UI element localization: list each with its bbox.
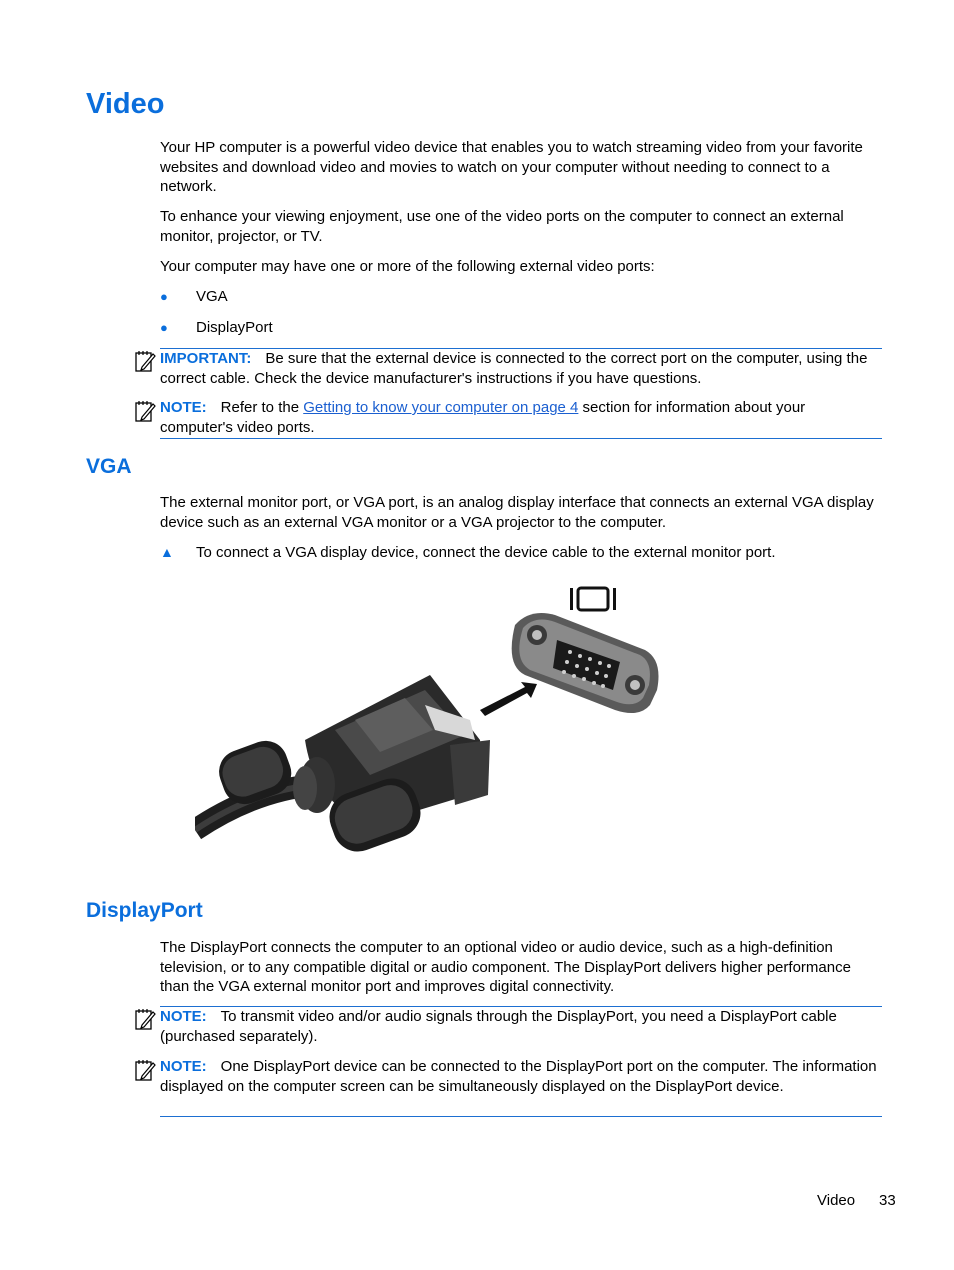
note-displayport-cable [160, 1006, 882, 1048]
intro-paragraph-2: To enhance your viewing enjoyment, use one of the video ports on the computer to connect an external monitor, projector, or TV. [160, 208, 844, 245]
page-title: Video [86, 88, 165, 120]
list-item-label: DisplayPort [196, 319, 273, 336]
list-item [160, 318, 882, 338]
note-text-before: Refer to the [220, 399, 304, 416]
note-bottom-rule [160, 1116, 882, 1117]
vga-port-icon [512, 613, 659, 713]
displayport-heading: DisplayPort [86, 899, 203, 922]
list-item [160, 287, 882, 307]
intro-paragraph-3: Your computer may have one or more of the following external video ports: [160, 258, 655, 275]
important-text: Be sure that the external device is connected to the correct port on the computer, using the correct cable. Check the device manufacturer's instructions if you have questions. [160, 350, 868, 387]
note-pencil-icon [134, 349, 156, 373]
important-label: IMPORTANT: [160, 350, 252, 367]
note-pencil-icon [134, 1007, 156, 1031]
insert-arrow-icon [480, 682, 537, 716]
footer-page-number: 33 [879, 1192, 896, 1209]
vga-plug-connector [213, 675, 490, 859]
vga-paragraph: The external monitor port, or VGA port, is an analog display interface that connects an external VGA display device such as an external VGA monitor or a VGA projector to the computer. [160, 494, 874, 531]
note-bottom-rule [160, 438, 882, 439]
bullet-marker: ● [160, 320, 168, 335]
note-label: NOTE: [160, 1058, 207, 1075]
vga-step-text: To connect a VGA display device, connect the device cable to the external monitor port. [196, 544, 776, 561]
note-text: One DisplayPort device can be connected to the DisplayPort port on the computer. The information displayed on the computer screen can be simultaneously displayed on the DisplayPort device. [160, 1058, 877, 1095]
note-text: To transmit video and/or audio signals through the DisplayPort, you need a DisplayPort cable (purchased separately). [160, 1008, 837, 1045]
monitor-port-icon [570, 588, 616, 610]
displayport-paragraph: The DisplayPort connects the computer to an optional video or audio device, such as a high-definition television, or to any compatible digital or audio component. The DisplayPort delivers higher performance than the VGA external monitor port and improves digital connectivity. [160, 939, 851, 995]
vga-connector-illustration [195, 580, 675, 880]
footer-section-name: Video [817, 1192, 856, 1209]
vga-step [160, 543, 882, 563]
step-triangle-icon: ▲ [160, 544, 174, 560]
note-video-ports [160, 398, 882, 440]
getting-to-know-link[interactable]: Getting to know your computer on page 4 [303, 399, 579, 416]
list-item-label: VGA [196, 288, 228, 305]
vga-heading: VGA [86, 455, 132, 478]
note-text-after: section for information about your computer's video ports. [160, 399, 806, 436]
intro-paragraph-1: Your HP computer is a powerful video device that enables you to watch streaming video from your favorite websites and download video and movies to watch on your computer without needing to connect to a network. [160, 139, 863, 195]
important-note [160, 348, 882, 390]
note-label: NOTE: [160, 1008, 207, 1025]
note-pencil-icon [134, 399, 156, 423]
note-displayport-device [160, 1057, 882, 1119]
note-pencil-icon [134, 1058, 156, 1082]
note-label: NOTE: [160, 399, 207, 416]
bullet-marker: ● [160, 289, 168, 304]
